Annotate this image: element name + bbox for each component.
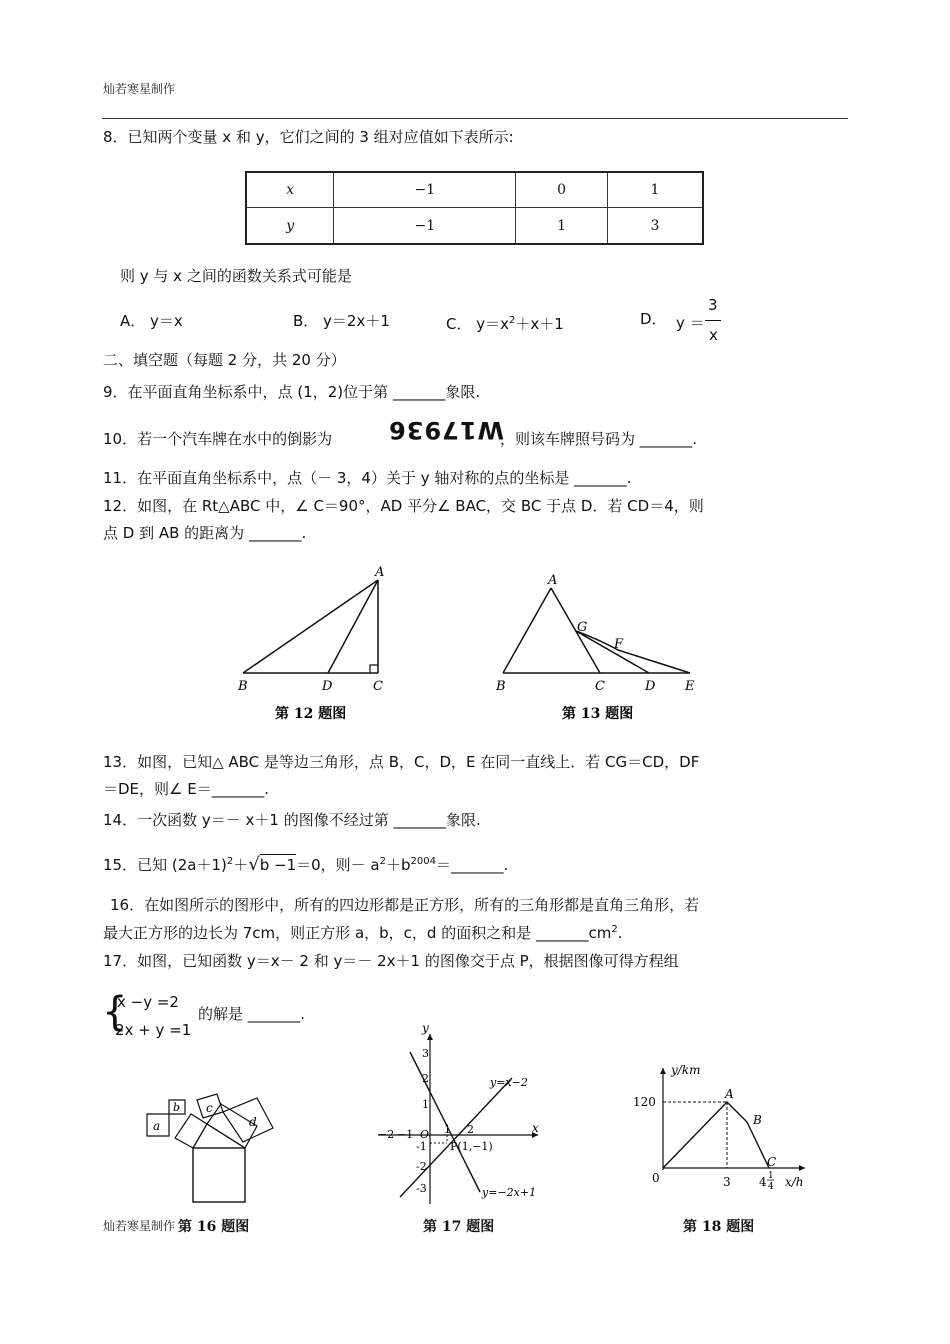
q15-exp2: 2 [379, 856, 387, 867]
value-table [245, 171, 704, 245]
label-d: d [249, 1115, 257, 1129]
axis-y: y [422, 1022, 429, 1035]
label-d: D [322, 679, 333, 694]
label-b: b [173, 1101, 181, 1114]
tick-neg3: -3 [416, 1182, 427, 1195]
option-d-y: y ＝ [676, 314, 705, 332]
table-cell: y [246, 208, 334, 245]
equation-2: 2x + y =1 [115, 1021, 192, 1039]
option-d-label: D． [640, 310, 667, 328]
option-c-pre: C． y＝x [446, 315, 509, 333]
tick-x-1: 1 [444, 1123, 451, 1136]
system-brace: { [102, 989, 128, 1035]
q15-radicand: b −1 [259, 856, 297, 874]
tick-2: 2 [422, 1072, 429, 1085]
line-y-x-2 [400, 1078, 512, 1197]
table-cell: 1 [607, 172, 703, 208]
tick-x-neg2: −2 [378, 1128, 395, 1141]
question-16-line1: 16．在如图所示的图形中，所有的四边形都是正方形，所有的三角形都是直角三角形，若 [110, 896, 700, 914]
figure-18 [625, 1060, 815, 1190]
question-17-tail: 的解是 _______. [198, 1005, 306, 1023]
equation-1: x −y =2 [117, 993, 179, 1011]
q16-line2-pre: 最大正方形的边长为 7cm，则正方形 a，b，c，d 的面积之和是 _______cm [103, 924, 612, 942]
question-11: 11．在平面直角坐标系中，点（－ 3，4）关于 y 轴对称的点的坐标是 _______. [103, 469, 632, 487]
label-b: B [238, 679, 248, 694]
header-rule [102, 118, 848, 119]
table-cell: x [246, 172, 334, 208]
table-row [246, 172, 703, 208]
label-a: a [153, 1119, 161, 1133]
q15-mid: ＝0，则－ a [296, 856, 380, 874]
q15-exp1: 2 [226, 856, 234, 867]
segment-gfe [576, 631, 690, 673]
right-angle-mark [370, 665, 378, 673]
label-c: C [373, 679, 383, 694]
question-16-line2 [103, 920, 622, 943]
table-row [246, 208, 703, 245]
segment-ad [328, 580, 378, 673]
figure-13 [495, 573, 695, 694]
label-c: c [206, 1101, 213, 1115]
option-b: B． y＝2x＋1 [293, 312, 390, 330]
table-cell: −1 [334, 172, 516, 208]
option-c-exp: 2 [509, 315, 516, 326]
tick-1: 1 [422, 1098, 429, 1111]
tick-neg1: -1 [416, 1140, 427, 1153]
segment-ab [243, 580, 378, 673]
frac-den: 4 [768, 1182, 774, 1190]
tick-x-neg1: −1 [397, 1128, 414, 1141]
label-g: G [577, 620, 588, 635]
segment-gd [576, 631, 649, 673]
axis-x: x/h [785, 1175, 804, 1189]
tick-3: 3 [723, 1175, 731, 1189]
sqrt-sign: √ [248, 854, 260, 875]
q16-line2-post: . [617, 924, 623, 942]
label-e: E [685, 679, 695, 694]
page-footer: 灿若寒星制作 [103, 1219, 176, 1233]
table-cell: 3 [607, 208, 703, 245]
label-c: C [767, 1155, 777, 1169]
figure-17 [370, 1022, 545, 1212]
distance-graph [663, 1102, 769, 1168]
label-b: B [496, 679, 506, 694]
option-d-numerator: 3 [708, 296, 718, 314]
origin: 0 [652, 1171, 660, 1185]
tick-3: 3 [422, 1047, 429, 1060]
q15-mid2: ＋b [386, 856, 411, 874]
caption-13: 第 13 题图 [562, 706, 634, 722]
value-120: 120 [633, 1095, 656, 1109]
table-cell: 1 [516, 208, 608, 245]
largest-square [193, 1148, 245, 1202]
label-f: F [614, 637, 624, 652]
label-a: A [375, 565, 385, 580]
q16-exp: 2 [611, 924, 618, 935]
question-17-line1: 17．如图，已知函数 y＝x－ 2 和 y＝－ 2x＋1 的图像交于点 P，根据图像可得方程组 [103, 952, 679, 970]
question-10-post: ，则该车牌照号码为 _______. [500, 430, 698, 448]
square-left [175, 1114, 207, 1148]
origin: O [420, 1128, 430, 1141]
question-9: 9．在平面直角坐标系中，点 (1，2)位于第 _______象限. [103, 383, 481, 401]
option-a: A． y＝x [120, 312, 183, 330]
label-p: P(1,−1) [450, 1140, 493, 1153]
caption-17: 第 17 题图 [423, 1219, 495, 1235]
tick-x-2: 2 [467, 1123, 474, 1136]
table-cell: −1 [334, 208, 516, 245]
label-line-2: y=−2x+1 [482, 1186, 537, 1199]
caption-18: 第 18 题图 [683, 1219, 755, 1235]
q15-plus: ＋ [233, 856, 249, 874]
segment-ac [551, 588, 600, 673]
table-cell: 0 [516, 172, 608, 208]
page-header: 灿若寒星制作 [103, 82, 176, 96]
figures-12-13 [230, 560, 720, 730]
y-arrow [660, 1068, 666, 1074]
tick-neg2: -2 [416, 1160, 427, 1173]
section-title: 二、填空题（每题 2 分，共 20 分） [103, 351, 346, 369]
axis-y: y/km [671, 1063, 701, 1077]
figure-16 [135, 1090, 285, 1215]
option-c-post: ＋x＋1 [515, 315, 564, 333]
figure-12 [237, 565, 384, 694]
axis-x: x [532, 1121, 539, 1135]
q15-pre: 15．已知 (2a＋1) [103, 856, 227, 874]
label-b: B [753, 1113, 762, 1127]
caption-16: 第 16 题图 [178, 1219, 250, 1235]
x-arrow [799, 1165, 805, 1171]
question-12-line1: 12．如图，在 Rt△ABC 中，∠ C＝90°，AD 平分∠ BAC，交 BC 于点 D．若 CD＝4，则 [103, 497, 704, 515]
label-line-1: y=x−2 [490, 1076, 528, 1089]
tick-4: 4 [759, 1175, 767, 1189]
question-8-stem: 8．已知两个变量 x 和 y，它们之间的 3 组对应值如下表所示: [103, 128, 514, 146]
question-12-line2: 点 D 到 AB 的距离为 _______. [103, 524, 307, 542]
caption-12: 第 12 题图 [275, 706, 347, 722]
frac-num: 1 [768, 1171, 774, 1181]
option-d-denominator: x [709, 326, 718, 344]
license-plate-reflection: W17936 [388, 416, 504, 444]
question-8-prompt: 则 y 与 x 之间的函数关系式可能是 [120, 267, 352, 285]
question-13-line2: ＝DE，则∠ E＝_______. [103, 780, 269, 798]
q15-post: ＝_______. [436, 856, 509, 874]
option-c [446, 311, 564, 334]
q15-exp3: 2004 [410, 856, 436, 867]
label-d: D [645, 679, 656, 694]
segment-ab [503, 588, 551, 673]
label-a: A [725, 1087, 734, 1101]
fraction-bar [705, 320, 721, 321]
question-15 [103, 852, 508, 875]
label-c: C [595, 679, 605, 694]
question-13-line1: 13．如图，已知△ ABC 是等边三角形，点 B，C，D，E 在同一直线上．若 CG＝CD，DF [103, 753, 700, 771]
label-a: A [548, 573, 558, 588]
right-triangle [193, 1124, 245, 1148]
question-10-pre: 10．若一个汽车牌在水中的倒影为 [103, 430, 333, 448]
question-14: 14．一次函数 y＝－ x＋1 的图像不经过第 _______象限. [103, 811, 481, 829]
